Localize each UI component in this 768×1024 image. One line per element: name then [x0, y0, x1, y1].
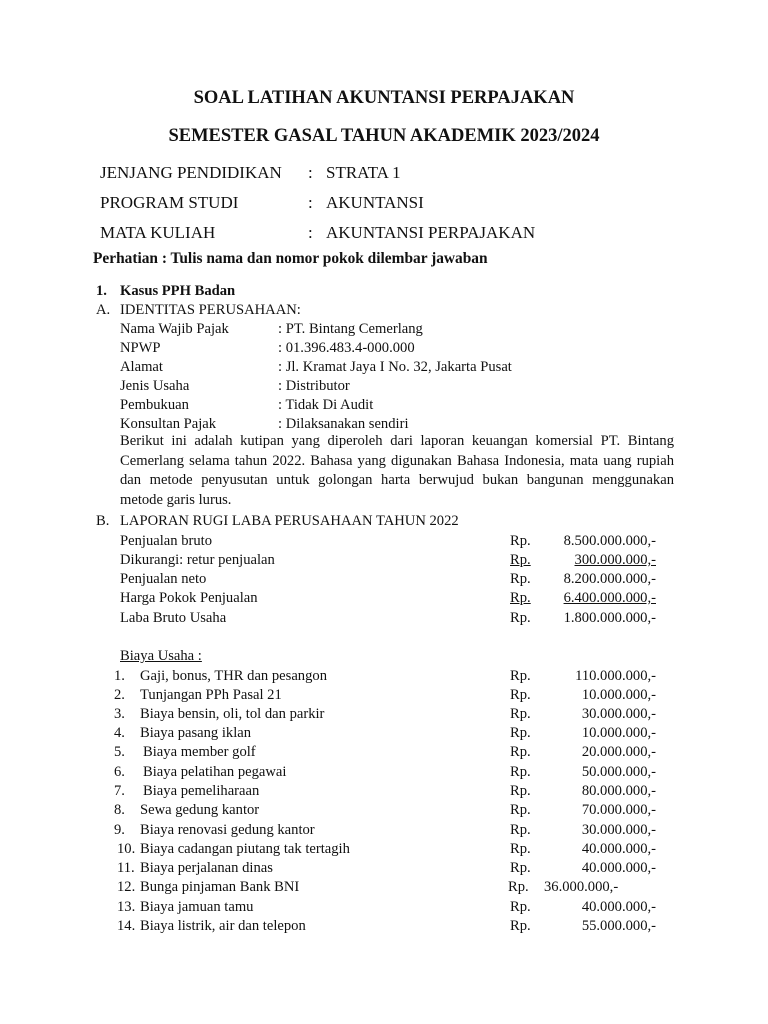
identity-label: Pembukuan — [120, 397, 189, 413]
expense-number: 12. — [117, 879, 136, 895]
currency-label: Rp. — [510, 590, 531, 606]
meta-label-jenjang: JENJANG PENDIDIKAN — [100, 163, 282, 182]
statement-amount: 8.500.000.000,- — [563, 533, 656, 549]
identity-value: : 01.396.483.4-000.000 — [278, 340, 415, 356]
currency-label: Rp. — [510, 841, 531, 857]
expense-amount: 80.000.000,- — [581, 783, 656, 799]
expense-amount: 110.000.000,- — [575, 668, 656, 684]
meta-value-jenjang: STRATA 1 — [326, 163, 401, 182]
expense-label: Bunga pinjaman Bank BNI — [140, 879, 300, 895]
statement-amount: 8.200.000.000,- — [563, 571, 656, 587]
case-title: Kasus PPH Badan — [120, 283, 236, 299]
expense-number: 13. — [117, 899, 136, 915]
identity-label: Konsultan Pajak — [120, 416, 217, 432]
expense-amount: 50.000.000,- — [581, 764, 656, 780]
statement-label: Dikurangi: retur penjualan — [120, 552, 275, 568]
expense-number: 9. — [114, 822, 125, 838]
expense-amount: 30.000.000,- — [581, 706, 656, 722]
currency-label: Rp. — [508, 879, 529, 895]
currency-label: Rp. — [510, 822, 531, 838]
section-b-letter: B. — [96, 513, 110, 529]
expense-number: 2. — [114, 687, 125, 703]
section-a-heading: IDENTITAS PERUSAHAAN: — [120, 302, 301, 318]
section-b-heading: LAPORAN RUGI LABA PERUSAHAAN TAHUN 2022 — [120, 513, 459, 529]
expense-number: 3. — [114, 706, 125, 722]
statement-label: Laba Bruto Usaha — [120, 610, 227, 626]
expense-label: Biaya jamuan tamu — [140, 899, 254, 915]
identity-value: : Jl. Kramat Jaya I No. 32, Jakarta Pusat — [278, 359, 512, 375]
currency-label: Rp. — [510, 783, 531, 799]
identity-value: : Dilaksanakan sendiri — [278, 416, 409, 432]
expense-number: 7. — [114, 783, 125, 799]
statement-label: Harga Pokok Penjualan — [120, 590, 258, 606]
expense-label: Biaya member golf — [143, 744, 256, 760]
expense-label: Biaya pemeliharaan — [143, 783, 260, 799]
expense-amount: 36.000.000,- — [544, 879, 619, 895]
currency-label: Rp. — [510, 802, 531, 818]
meta-value-matakuliah: AKUNTANSI PERPAJAKAN — [326, 223, 536, 242]
currency-label: Rp. — [510, 706, 531, 722]
expense-label: Biaya pasang iklan — [140, 725, 252, 741]
currency-label: Rp. — [510, 610, 531, 626]
statement-label: Penjualan bruto — [120, 533, 213, 549]
expense-label: Biaya renovasi gedung kantor — [140, 822, 315, 838]
currency-label: Rp. — [510, 918, 531, 934]
expense-number: 4. — [114, 725, 125, 741]
meta-separator: : — [308, 163, 313, 182]
currency-label: Rp. — [510, 899, 531, 915]
identity-value: : PT. Bintang Cemerlang — [278, 321, 423, 337]
expense-number: 5. — [114, 744, 125, 760]
expense-amount: 10.000.000,- — [581, 687, 656, 703]
expense-label: Biaya pelatihan pegawai — [143, 764, 287, 780]
currency-label: Rp. — [510, 533, 531, 549]
expense-amount: 70.000.000,- — [581, 802, 656, 818]
expense-number: 14. — [117, 918, 136, 934]
expense-amount: 30.000.000,- — [581, 822, 656, 838]
document-subtitle: SEMESTER GASAL TAHUN AKADEMIK 2023/2024 — [168, 126, 600, 146]
expense-amount: 10.000.000,- — [581, 725, 656, 741]
currency-label: Rp. — [510, 860, 531, 876]
currency-label: Rp. — [510, 668, 531, 684]
expense-amount: 55.000.000,- — [581, 918, 656, 934]
expense-amount: 40.000.000,- — [581, 899, 656, 915]
expense-amount: 20.000.000,- — [581, 744, 656, 760]
expense-label: Biaya cadangan piutang tak tertagih — [140, 841, 350, 857]
expense-amount: 40.000.000,- — [581, 841, 656, 857]
statement-amount: 300.000.000,- — [574, 552, 656, 568]
expense-number: 8. — [114, 802, 125, 818]
expense-number: 1. — [114, 668, 125, 684]
description-paragraph: Berikut ini adalah kutipan yang diperoleh dari laporan keuangan komersial PT. Bintang Cemerlang selama tahun 2022. Bahasa yang digunakan Bahasa Indonesia, mata uang rupiah dan metode penyusutan untuk golongan harta berwujud bukan bangunan menggunakan metode garis lurus. — [120, 433, 674, 508]
identity-label: NPWP — [120, 340, 161, 356]
expense-label: Gaji, bonus, THR dan pesangon — [140, 668, 327, 684]
statement-amount: 6.400.000.000,- — [563, 590, 656, 606]
meta-separator: : — [308, 223, 313, 242]
expense-number: 6. — [114, 764, 125, 780]
notice-text: Perhatian : Tulis nama dan nomor pokok dilembar jawaban — [93, 250, 488, 267]
expense-label: Sewa gedung kantor — [140, 802, 260, 818]
statement-label: Penjualan neto — [120, 571, 207, 587]
currency-label: Rp. — [510, 687, 531, 703]
currency-label: Rp. — [510, 744, 531, 760]
currency-label: Rp. — [510, 571, 531, 587]
expense-number: 11. — [117, 860, 135, 876]
expense-label: Biaya listrik, air dan telepon — [140, 918, 306, 934]
case-number: 1. — [96, 283, 107, 299]
expenses-heading: Biaya Usaha : — [120, 648, 202, 664]
expense-label: Biaya bensin, oli, tol dan parkir — [140, 706, 325, 722]
expense-label: Tunjangan PPh Pasal 21 — [140, 687, 282, 703]
section-a-letter: A. — [96, 302, 111, 318]
meta-separator: : — [308, 193, 313, 212]
meta-value-program: AKUNTANSI — [326, 193, 424, 212]
expense-label: Biaya perjalanan dinas — [140, 860, 273, 876]
meta-label-program: PROGRAM STUDI — [100, 193, 239, 212]
currency-label: Rp. — [510, 764, 531, 780]
expense-number: 10. — [117, 841, 136, 857]
identity-label: Alamat — [120, 359, 163, 375]
expense-amount: 40.000.000,- — [581, 860, 656, 876]
identity-label: Nama Wajib Pajak — [120, 321, 229, 337]
currency-label: Rp. — [510, 552, 531, 568]
identity-value: : Tidak Di Audit — [278, 397, 374, 413]
identity-value: : Distributor — [278, 378, 350, 394]
document-title: SOAL LATIHAN AKUNTANSI PERPAJAKAN — [193, 88, 575, 108]
statement-amount: 1.800.000.000,- — [563, 610, 656, 626]
currency-label: Rp. — [510, 725, 531, 741]
identity-label: Jenis Usaha — [120, 378, 190, 394]
meta-label-matakuliah: MATA KULIAH — [100, 223, 216, 242]
